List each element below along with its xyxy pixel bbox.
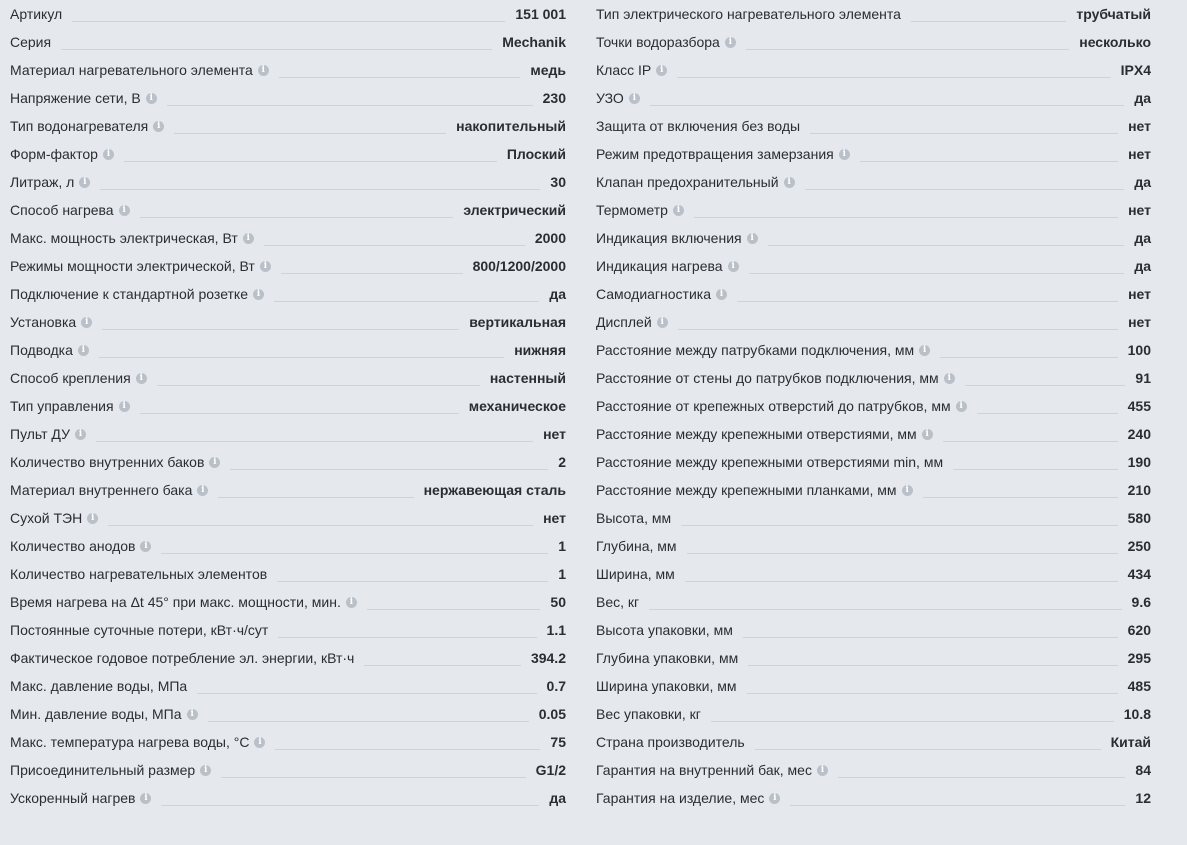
- dotted-leader: [221, 777, 525, 778]
- info-icon[interactable]: i: [657, 317, 668, 328]
- spec-value: 800/1200/2000: [472, 258, 566, 274]
- spec-row: [596, 336, 1151, 364]
- spec-label: Гарантия на изделие, мес: [596, 790, 765, 806]
- dotted-leader: [790, 805, 1125, 806]
- info-icon[interactable]: i: [725, 37, 736, 48]
- dotted-leader: [61, 49, 492, 50]
- dotted-leader: [161, 553, 548, 554]
- dotted-leader: [681, 525, 1118, 526]
- spec-label: Форм-фактор: [10, 146, 98, 162]
- info-icon[interactable]: i: [716, 289, 727, 300]
- spec-label: Фактическое годовое потребление эл. энергии, кВт·ч: [10, 650, 355, 666]
- spec-row: [596, 616, 1151, 644]
- info-icon[interactable]: i: [254, 737, 265, 748]
- spec-row: [596, 196, 1151, 224]
- dotted-leader: [687, 553, 1118, 554]
- dotted-leader: [124, 161, 497, 162]
- spec-row: [10, 532, 566, 560]
- spec-row: [596, 420, 1151, 448]
- spec-row: [596, 784, 1151, 812]
- info-icon[interactable]: i: [784, 177, 795, 188]
- spec-value: 0.05: [538, 706, 566, 722]
- spec-value: нет: [1128, 314, 1151, 330]
- spec-value: да: [1134, 230, 1151, 246]
- spec-value: накопительный: [456, 118, 566, 134]
- info-icon[interactable]: i: [260, 261, 271, 272]
- dotted-leader: [685, 581, 1118, 582]
- spec-row: [10, 196, 566, 224]
- spec-value: 455: [1127, 398, 1151, 414]
- spec-row: [10, 28, 566, 56]
- dotted-leader: [965, 385, 1126, 386]
- spec-label: Литраж, л: [10, 174, 75, 190]
- spec-row: [10, 784, 566, 812]
- info-icon[interactable]: i: [346, 597, 357, 608]
- info-icon[interactable]: i: [119, 205, 130, 216]
- spec-label: Материал нагревательного элемента: [10, 62, 253, 78]
- spec-label: Высота упаковки, мм: [596, 622, 733, 638]
- spec-row: [10, 168, 566, 196]
- dotted-leader: [743, 637, 1118, 638]
- spec-value: нижняя: [514, 342, 566, 358]
- spec-row: [596, 308, 1151, 336]
- spec-label: Сухой ТЭН: [10, 510, 83, 526]
- spec-label: Макс. мощность электрическая, Вт: [10, 230, 238, 246]
- spec-value: G1/2: [535, 762, 566, 778]
- spec-label: Тип управления: [10, 398, 114, 414]
- info-icon[interactable]: i: [79, 177, 90, 188]
- spec-row: [10, 700, 566, 728]
- dotted-leader: [810, 133, 1118, 134]
- spec-label: Серия: [10, 34, 52, 50]
- spec-label: Расстояние между патрубками подключения, мм: [596, 342, 915, 358]
- spec-label: Напряжение сети, В: [10, 90, 141, 106]
- spec-row: [10, 224, 566, 252]
- dotted-leader: [977, 413, 1118, 414]
- dotted-leader: [755, 749, 1101, 750]
- dotted-leader: [277, 581, 548, 582]
- info-icon[interactable]: i: [919, 345, 930, 356]
- spec-label: Гарантия на внутренний бак, мес: [596, 762, 812, 778]
- spec-row: [596, 252, 1151, 280]
- spec-label: Термометр: [596, 202, 668, 218]
- spec-value: медь: [530, 62, 566, 78]
- info-icon[interactable]: i: [87, 513, 98, 524]
- dotted-leader: [274, 301, 539, 302]
- info-icon[interactable]: i: [629, 93, 640, 104]
- spec-label: Режимы мощности электрической, Вт: [10, 258, 255, 274]
- spec-value: 151 001: [515, 6, 566, 22]
- spec-row: [10, 252, 566, 280]
- dotted-leader: [140, 413, 459, 414]
- dotted-leader: [860, 161, 1118, 162]
- spec-value: 50: [550, 594, 566, 610]
- spec-row: [10, 364, 566, 392]
- info-icon[interactable]: i: [243, 233, 254, 244]
- spec-label: Макс. давление воды, МПа: [10, 678, 188, 694]
- spec-value: 485: [1127, 678, 1151, 694]
- info-icon[interactable]: i: [119, 401, 130, 412]
- info-icon[interactable]: i: [956, 401, 967, 412]
- spec-label: Тип электрического нагревательного элемента: [596, 6, 901, 22]
- dotted-leader: [279, 77, 521, 78]
- spec-value: IPX4: [1120, 62, 1151, 78]
- spec-value: 2000: [534, 230, 566, 246]
- spec-value: 0.7: [546, 678, 566, 694]
- spec-value: 230: [542, 90, 566, 106]
- info-icon[interactable]: i: [747, 233, 758, 244]
- spec-value: да: [549, 790, 566, 806]
- dotted-leader: [96, 441, 533, 442]
- dotted-leader: [174, 133, 446, 134]
- dotted-leader: [140, 217, 454, 218]
- spec-value: трубчатый: [1076, 6, 1151, 22]
- spec-row: [596, 140, 1151, 168]
- specs-column-right: [596, 0, 1151, 812]
- spec-label: Глубина упаковки, мм: [596, 650, 739, 666]
- info-icon[interactable]: i: [769, 793, 780, 804]
- spec-row: [596, 476, 1151, 504]
- spec-row: [10, 560, 566, 588]
- spec-label: Вес упаковки, кг: [596, 706, 701, 722]
- spec-row: [596, 364, 1151, 392]
- spec-value: 1: [558, 538, 566, 554]
- spec-row: [10, 476, 566, 504]
- spec-value: 580: [1127, 510, 1151, 526]
- dotted-leader: [746, 49, 1069, 50]
- dotted-leader: [838, 777, 1125, 778]
- spec-row: [10, 308, 566, 336]
- spec-label: Расстояние от стены до патрубков подключения, мм: [596, 370, 939, 386]
- dotted-leader: [278, 637, 536, 638]
- spec-row: [10, 140, 566, 168]
- dotted-leader: [768, 245, 1125, 246]
- spec-value: 12: [1135, 790, 1151, 806]
- dotted-leader: [650, 105, 1125, 106]
- spec-row: [596, 644, 1151, 672]
- spec-row: [596, 672, 1151, 700]
- spec-label: Подключение к стандартной розетке: [10, 286, 248, 302]
- spec-label: Вес, кг: [596, 594, 640, 610]
- dotted-leader: [167, 105, 533, 106]
- spec-label: Самодиагностика: [596, 286, 712, 302]
- spec-value: 91: [1135, 370, 1151, 386]
- info-icon[interactable]: i: [153, 121, 164, 132]
- info-icon[interactable]: i: [902, 485, 913, 496]
- spec-row: [596, 0, 1151, 28]
- spec-label: Индикация включения: [596, 230, 742, 246]
- spec-value: нержавеющая сталь: [423, 482, 566, 498]
- spec-label: Страна производитель: [596, 734, 745, 750]
- spec-value: 1.1: [546, 622, 566, 638]
- spec-value: нет: [1128, 286, 1151, 302]
- spec-row: [10, 756, 566, 784]
- spec-value: нет: [1128, 202, 1151, 218]
- spec-value: 210: [1127, 482, 1151, 498]
- info-icon[interactable]: i: [140, 541, 151, 552]
- spec-row: [596, 728, 1151, 756]
- spec-row: [10, 392, 566, 420]
- dotted-leader: [218, 497, 413, 498]
- dotted-leader: [911, 21, 1066, 22]
- spec-row: [596, 756, 1151, 784]
- spec-label: Индикация нагрева: [596, 258, 723, 274]
- info-icon[interactable]: i: [81, 317, 92, 328]
- info-icon[interactable]: i: [253, 289, 264, 300]
- spec-value: 295: [1127, 650, 1151, 666]
- spec-row: [596, 280, 1151, 308]
- info-icon[interactable]: i: [922, 429, 933, 440]
- dotted-leader: [364, 665, 521, 666]
- info-icon[interactable]: i: [200, 765, 211, 776]
- spec-value: нет: [1128, 146, 1151, 162]
- spec-label: Ширина упаковки, мм: [596, 678, 737, 694]
- info-icon[interactable]: i: [197, 485, 208, 496]
- spec-label: Артикул: [10, 6, 63, 22]
- spec-value: настенный: [489, 370, 566, 386]
- dotted-leader: [102, 329, 459, 330]
- spec-label: Способ нагрева: [10, 202, 114, 218]
- spec-label: Расстояние между крепежными планками, мм: [596, 482, 897, 498]
- spec-label: Глубина, мм: [596, 538, 677, 554]
- dotted-leader: [99, 357, 504, 358]
- spec-row: [10, 728, 566, 756]
- info-icon[interactable]: i: [817, 765, 828, 776]
- dotted-leader: [100, 189, 540, 190]
- spec-label: Расстояние между крепежными отверстиями, мм: [596, 426, 917, 442]
- spec-label: Подводка: [10, 342, 73, 358]
- spec-row: [596, 56, 1151, 84]
- spec-label: Точки водоразбора: [596, 34, 720, 50]
- spec-row: [10, 420, 566, 448]
- spec-value: нет: [1128, 118, 1151, 134]
- spec-row: [10, 336, 566, 364]
- spec-row: [10, 448, 566, 476]
- dotted-leader: [677, 77, 1110, 78]
- spec-value: механическое: [468, 398, 566, 414]
- dotted-leader: [230, 469, 548, 470]
- spec-value: 84: [1135, 762, 1151, 778]
- spec-row: [596, 588, 1151, 616]
- dotted-leader: [161, 805, 539, 806]
- dotted-leader: [953, 469, 1118, 470]
- spec-value: 620: [1127, 622, 1151, 638]
- spec-row: [596, 84, 1151, 112]
- dotted-leader: [748, 665, 1117, 666]
- spec-label: Высота, мм: [596, 510, 672, 526]
- spec-row: [10, 644, 566, 672]
- spec-label: Присоединительный размер: [10, 762, 196, 778]
- spec-value: 9.6: [1131, 594, 1151, 610]
- spec-row: [596, 700, 1151, 728]
- spec-value: 75: [550, 734, 566, 750]
- spec-row: [10, 56, 566, 84]
- info-icon[interactable]: i: [78, 345, 89, 356]
- spec-row: [596, 504, 1151, 532]
- info-icon[interactable]: i: [656, 65, 667, 76]
- spec-label: Постоянные суточные потери, кВт·ч/сут: [10, 622, 269, 638]
- dotted-leader: [275, 749, 540, 750]
- spec-row: [10, 84, 566, 112]
- spec-value: 1: [558, 566, 566, 582]
- info-icon[interactable]: i: [140, 793, 151, 804]
- spec-row: [10, 0, 566, 28]
- spec-value: электрический: [463, 202, 566, 218]
- spec-label: Способ крепления: [10, 370, 131, 386]
- info-icon[interactable]: i: [136, 373, 147, 384]
- info-icon[interactable]: i: [673, 205, 684, 216]
- spec-value: Плоский: [506, 146, 566, 162]
- dotted-leader: [678, 329, 1118, 330]
- dotted-leader: [649, 609, 1121, 610]
- spec-value: Китай: [1110, 734, 1151, 750]
- spec-row: [10, 672, 566, 700]
- dotted-leader: [72, 21, 505, 22]
- spec-label: Количество нагревательных элементов: [10, 566, 268, 582]
- dotted-leader: [694, 217, 1118, 218]
- dotted-leader: [737, 301, 1118, 302]
- dotted-leader: [805, 189, 1125, 190]
- dotted-leader: [264, 245, 525, 246]
- spec-value: Mechanik: [502, 34, 566, 50]
- spec-row: [10, 588, 566, 616]
- spec-value: 240: [1127, 426, 1151, 442]
- info-icon[interactable]: i: [944, 373, 955, 384]
- spec-value: нет: [543, 510, 566, 526]
- info-icon[interactable]: i: [187, 709, 198, 720]
- spec-label: Клапан предохранительный: [596, 174, 779, 190]
- spec-value: да: [1134, 258, 1151, 274]
- spec-row: [10, 616, 566, 644]
- dotted-leader: [157, 385, 480, 386]
- spec-row: [596, 448, 1151, 476]
- spec-label: Ускоренный нагрев: [10, 790, 136, 806]
- spec-label: Установка: [10, 314, 77, 330]
- spec-label: Класс IP: [596, 62, 652, 78]
- specs-column-left: [10, 0, 566, 812]
- dotted-leader: [923, 497, 1118, 498]
- info-icon[interactable]: i: [839, 149, 850, 160]
- spec-label: Режим предотвращения замерзания: [596, 146, 834, 162]
- spec-label: Пульт ДУ: [10, 426, 70, 442]
- spec-label: Мин. давление воды, МПа: [10, 706, 182, 722]
- spec-label: Расстояние между крепежными отверстиями min, мм: [596, 454, 944, 470]
- dotted-leader: [208, 721, 529, 722]
- info-icon[interactable]: i: [146, 93, 157, 104]
- dotted-leader: [108, 525, 533, 526]
- spec-value: 394.2: [530, 650, 566, 666]
- dotted-leader: [749, 273, 1125, 274]
- spec-value: да: [549, 286, 566, 302]
- spec-value: несколько: [1079, 34, 1151, 50]
- dotted-leader: [940, 357, 1118, 358]
- spec-row: [596, 168, 1151, 196]
- spec-value: да: [1134, 174, 1151, 190]
- spec-value: 250: [1127, 538, 1151, 554]
- spec-label: Защита от включения без воды: [596, 118, 801, 134]
- spec-value: 30: [550, 174, 566, 190]
- info-icon[interactable]: i: [103, 149, 114, 160]
- info-icon[interactable]: i: [75, 429, 86, 440]
- spec-label: Количество анодов: [10, 538, 136, 554]
- spec-row: [10, 504, 566, 532]
- spec-label: Материал внутреннего бака: [10, 482, 193, 498]
- spec-row: [10, 112, 566, 140]
- spec-label: Дисплей: [596, 314, 652, 330]
- spec-value: вертикальная: [469, 314, 566, 330]
- dotted-leader: [281, 273, 463, 274]
- info-icon[interactable]: i: [209, 457, 220, 468]
- spec-value: 190: [1127, 454, 1151, 470]
- spec-value: 2: [558, 454, 566, 470]
- info-icon[interactable]: i: [728, 261, 739, 272]
- dotted-leader: [943, 441, 1118, 442]
- spec-label: Макс. температура нагрева воды, °С: [10, 734, 250, 750]
- dotted-leader: [197, 693, 536, 694]
- spec-value: 10.8: [1123, 706, 1151, 722]
- spec-value: нет: [543, 426, 566, 442]
- spec-row: [596, 224, 1151, 252]
- dotted-leader: [711, 721, 1114, 722]
- spec-label: УЗО: [596, 90, 624, 106]
- spec-label: Количество внутренних баков: [10, 454, 205, 470]
- spec-row: [596, 560, 1151, 588]
- spec-row: [596, 392, 1151, 420]
- spec-label: Время нагрева на Δt 45° при макс. мощности, мин.: [10, 594, 341, 610]
- spec-label: Тип водонагревателя: [10, 118, 149, 134]
- dotted-leader: [747, 693, 1118, 694]
- spec-row: [596, 112, 1151, 140]
- spec-label: Расстояние от крепежных отверстий до патрубков, мм: [596, 398, 951, 414]
- dotted-leader: [367, 609, 541, 610]
- spec-value: да: [1134, 90, 1151, 106]
- spec-value: 434: [1127, 566, 1151, 582]
- spec-value: 100: [1127, 342, 1151, 358]
- spec-row: [596, 28, 1151, 56]
- spec-label: Ширина, мм: [596, 566, 675, 582]
- info-icon[interactable]: i: [258, 65, 269, 76]
- spec-row: [10, 280, 566, 308]
- spec-row: [596, 532, 1151, 560]
